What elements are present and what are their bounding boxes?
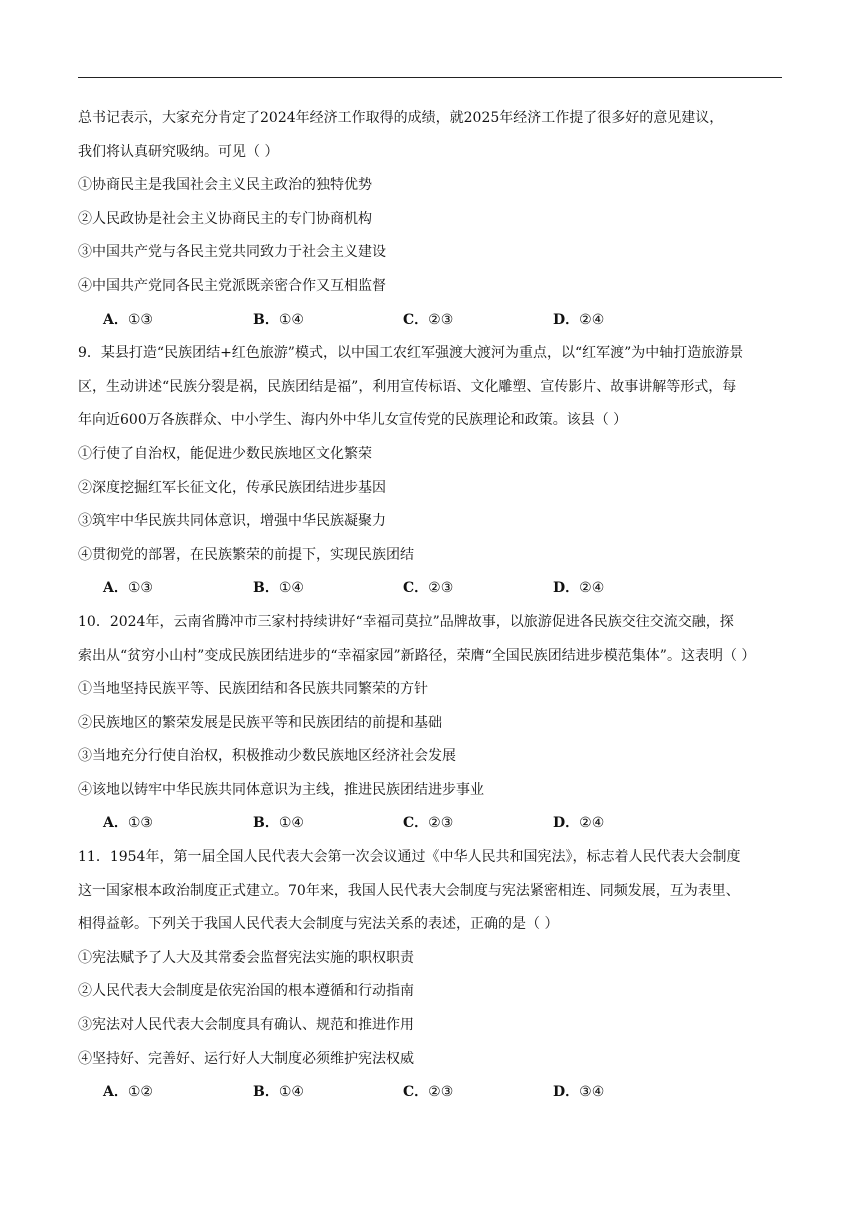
option-a[interactable] — [103, 304, 253, 338]
statement: ③中国共产党与各民主党共同致力于社会主义建设 — [78, 244, 386, 261]
option-letter: D． — [553, 815, 580, 832]
question-11 — [78, 841, 784, 1110]
option-c[interactable] — [403, 807, 553, 841]
option-letter: B． — [253, 580, 279, 597]
option-text: ①④ — [278, 580, 304, 597]
question-stem-line: 11．1954年，第一届全国人民代表大会第一次会议通过《中华人民共和国宪法》，标志着人民代表大会制度 — [78, 849, 741, 866]
statement: ③当地充分行使自治权，积极推动少数民族地区经济社会发展 — [78, 748, 456, 765]
option-text: ②④ — [579, 311, 605, 328]
question-10 — [78, 606, 784, 841]
statement: ④该地以铸牢中华民族共同体意识为主线，推进民族团结进步事业 — [78, 781, 484, 798]
answer-options — [78, 304, 784, 338]
statement: ④坚持好、完善好、运行好人大制度必须维护宪法权威 — [78, 1050, 414, 1067]
option-text: ②③ — [428, 311, 454, 328]
option-letter: B． — [253, 815, 279, 832]
statement: ③筑牢中华民族共同体意识，增强中华民族凝聚力 — [78, 513, 386, 530]
statement: ①宪法赋予了人大及其常委会监督宪法实施的职权职责 — [78, 949, 414, 966]
statement: ③宪法对人民代表大会制度具有确认、规范和推进作用 — [78, 1017, 414, 1034]
option-d[interactable] — [553, 304, 703, 338]
option-b[interactable] — [253, 807, 403, 841]
statement: ②人民代表大会制度是依宪治国的根本遵循和行动指南 — [78, 983, 414, 1000]
statement: ②深度挖掘红军长征文化，传承民族团结进步基因 — [78, 479, 386, 496]
question-stem-line: 我们将认真研究吸纳。可见（ ） — [78, 143, 279, 160]
question-stem-line: 总书记表示，大家充分肯定了2024年经济工作取得的成绩，就2025年经济工作提了很多好的意见建议， — [78, 110, 724, 126]
question-stem-line: 10．2024年，云南省腾冲市三家村持续讲好“幸福司莫拉”品牌故事，以旅游促进各民族交往交流交融，探 — [78, 613, 734, 630]
option-text: ②③ — [428, 815, 454, 832]
option-letter: C． — [403, 580, 429, 597]
option-letter: A． — [103, 815, 128, 832]
option-letter: C． — [403, 815, 429, 832]
statement: ①当地坚持民族平等、民族团结和各民族共同繁荣的方针 — [78, 681, 428, 698]
option-b[interactable] — [253, 1076, 403, 1110]
option-c[interactable] — [403, 572, 553, 606]
option-text: ①③ — [127, 815, 153, 832]
question-stem-line: 区，生动讲述“民族分裂是祸，民族团结是福”，利用宣传标语、文化雕塑、宣传影片、故事讲解等形式，每 — [78, 378, 737, 395]
option-d[interactable] — [553, 572, 703, 606]
question-stem-line: 相得益彰。下列关于我国人民代表大会制度与宪法关系的表述，正确的是（ ） — [78, 916, 559, 933]
option-text: ①② — [127, 1084, 153, 1101]
option-text: ①④ — [278, 815, 304, 832]
question-stem-line: 年向近600万各族群众、中小学生、海内外中华儿女宣传党的民族理论和政策。该县（ ） — [78, 412, 628, 429]
option-letter: A． — [103, 1084, 128, 1101]
question-8 — [78, 102, 784, 337]
option-a[interactable] — [103, 572, 253, 606]
option-text: ①③ — [127, 580, 153, 597]
answer-options — [78, 572, 784, 606]
option-text: ②④ — [579, 580, 605, 597]
option-text: ③④ — [579, 1084, 605, 1101]
option-d[interactable] — [553, 807, 703, 841]
option-a[interactable] — [103, 1076, 253, 1110]
option-letter: D． — [553, 311, 580, 328]
option-b[interactable] — [253, 572, 403, 606]
option-c[interactable] — [403, 304, 553, 338]
option-letter: B． — [253, 311, 279, 328]
header-rule — [78, 77, 782, 78]
option-text: ①④ — [278, 1084, 304, 1101]
option-b[interactable] — [253, 304, 403, 338]
option-a[interactable] — [103, 807, 253, 841]
option-text: ①③ — [127, 311, 153, 328]
option-text: ②③ — [428, 580, 454, 597]
option-letter: D． — [553, 1084, 580, 1101]
option-text: ②③ — [428, 1084, 454, 1101]
statement: ②人民政协是社会主义协商民主的专门协商机构 — [78, 210, 372, 227]
option-letter: A． — [103, 580, 128, 597]
option-letter: B． — [253, 1084, 279, 1101]
answer-options — [78, 1076, 784, 1110]
statement: ①行使了自治权，能促进少数民族地区文化繁荣 — [78, 445, 372, 462]
option-letter: D． — [553, 580, 580, 597]
answer-options — [78, 807, 784, 841]
statement: ①协商民主是我国社会主义民主政治的独特优势 — [78, 177, 372, 194]
option-letter: A． — [103, 311, 128, 328]
statement: ④贯彻党的部署，在民族繁荣的前提下，实现民族团结 — [78, 546, 414, 563]
option-text: ②④ — [579, 815, 605, 832]
statement: ④中国共产党同各民主党派既亲密合作又互相监督 — [78, 277, 386, 294]
question-stem-line: 9．某县打造“民族团结+红色旅游”模式，以中国工农红军强渡大渡河为重点，以“红军渡”为中轴打造旅游景 — [78, 345, 744, 362]
question-stem-line: 索出从“贫穷小山村”变成民族团结进步的“幸福家园”新路径，荣膺“全国民族团结进步模范集体”。这表明（ ） — [78, 647, 756, 664]
option-text: ①④ — [278, 311, 304, 328]
statement: ②民族地区的繁荣发展是民族平等和民族团结的前提和基础 — [78, 714, 442, 731]
document-body — [78, 102, 784, 1110]
question-9 — [78, 337, 784, 606]
option-letter: C． — [403, 311, 429, 328]
option-d[interactable] — [553, 1076, 703, 1110]
option-letter: C． — [403, 1084, 429, 1101]
question-stem-line: 这一国家根本政治制度正式建立。70年来，我国人民代表大会制度与宪法紧密相连、同频发展，互为表里、 — [78, 882, 740, 899]
option-c[interactable] — [403, 1076, 553, 1110]
